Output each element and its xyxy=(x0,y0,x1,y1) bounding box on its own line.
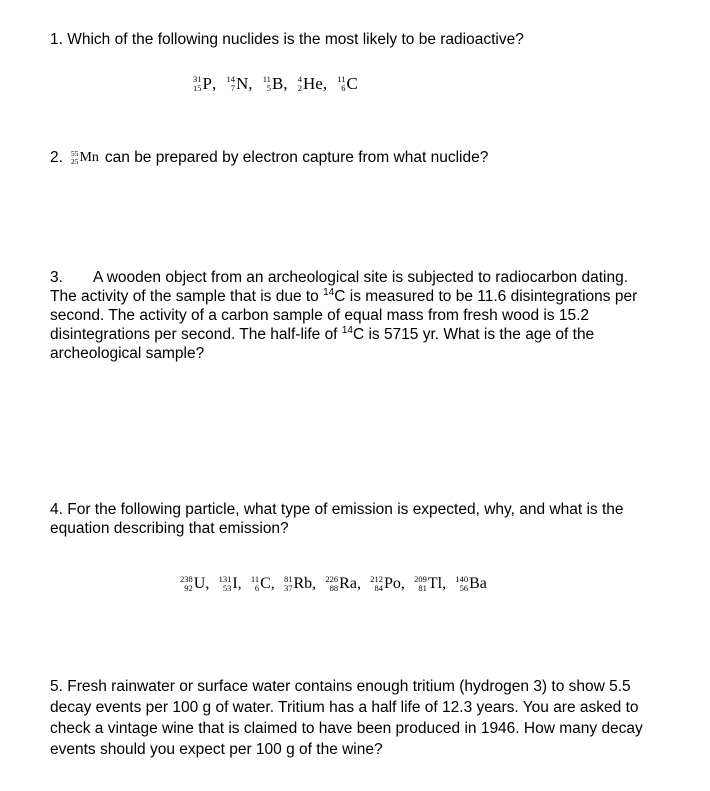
atomic-number: 84 xyxy=(374,582,383,593)
mass-number: 140 xyxy=(455,574,469,584)
element-symbol: P xyxy=(202,73,212,93)
mass-number: 81 xyxy=(284,574,293,584)
mass-number: 11 xyxy=(337,74,346,84)
nuclide-mn xyxy=(71,148,99,167)
mass-number: 11 xyxy=(250,574,260,584)
nuclide xyxy=(370,575,405,593)
question-4 xyxy=(50,500,624,538)
question-2 xyxy=(50,148,488,167)
question-3-line-5: archeological sample? xyxy=(50,345,205,362)
element-symbol: Po xyxy=(383,574,401,592)
mass-number: 11 xyxy=(262,74,271,84)
nuclide xyxy=(414,575,446,593)
nuclide xyxy=(193,74,216,94)
question-3-line-4a: disintegrations per second. The half-life of xyxy=(50,326,342,343)
question-5-line-1: 5. Fresh rainwater or surface water contains enough tritium (hydrogen 3) to show 5.5 xyxy=(50,678,631,695)
atomic-number: 56 xyxy=(459,582,469,593)
question-4-nuclide-list xyxy=(180,567,492,593)
element-symbol: Rb xyxy=(293,574,313,592)
mass-number: 131 xyxy=(218,574,232,584)
mass-number: 14 xyxy=(226,74,235,84)
atomic-number: 37 xyxy=(284,582,293,593)
atomic-number: 6 xyxy=(341,82,346,93)
question-number: 2. xyxy=(50,149,63,166)
element-symbol: Tl xyxy=(427,574,443,592)
question-5-line-3: check a vintage wine that is claimed to have been produced in 1946. How many decay xyxy=(50,720,643,737)
question-4-line-2: equation describing that emission? xyxy=(50,520,289,537)
separator: , xyxy=(400,574,405,592)
atomic-number: 25 xyxy=(70,156,79,166)
nuclide xyxy=(298,74,327,94)
superscript-14: 14 xyxy=(341,324,353,336)
nuclide xyxy=(455,575,487,593)
separator: , xyxy=(442,574,447,592)
question-5-line-4: events should you expect per 100 g of the wine? xyxy=(50,741,383,758)
element-symbol: I xyxy=(232,574,238,592)
mass-number: 4 xyxy=(297,74,303,84)
nuclide xyxy=(284,575,316,593)
element-symbol: U xyxy=(193,574,206,592)
question-3-line-1: A wooden object from an archeological site is subjected to radiocarbon dating. xyxy=(92,269,629,286)
nuclide xyxy=(219,575,242,593)
atomic-number: 5 xyxy=(266,82,271,93)
superscript-14: 14 xyxy=(323,286,335,298)
separator: , xyxy=(270,574,275,592)
element-symbol: Mn xyxy=(79,150,99,165)
question-1-text: 1. Which of the following nuclides is the most likely to be radioactive? xyxy=(50,31,524,48)
atomic-number: 81 xyxy=(418,582,427,593)
atomic-number: 53 xyxy=(222,582,232,593)
nuclide xyxy=(226,74,252,94)
separator: , xyxy=(283,73,288,93)
element-symbol: N xyxy=(235,73,249,93)
atomic-number: 15 xyxy=(193,82,202,93)
separator: , xyxy=(312,574,317,592)
separator: , xyxy=(356,574,361,592)
mass-number: 55 xyxy=(70,149,79,158)
question-3-line-2a: The activity of the sample that is due to xyxy=(50,288,324,305)
element-symbol: C xyxy=(260,574,271,592)
question-3-line-4b: C is 5715 yr. What is the age of the xyxy=(352,326,595,343)
atomic-number: 92 xyxy=(184,582,193,593)
question-2-text: can be prepared by electron capture from what nuclide? xyxy=(104,149,489,166)
element-symbol: Ra xyxy=(339,574,357,592)
question-3 xyxy=(50,268,690,363)
mass-number: 31 xyxy=(193,74,202,84)
question-1-nuclide-list xyxy=(193,67,364,94)
question-3-line-3: second. The activity of a carbon sample of equal mass from fresh wood is 15.2 xyxy=(50,307,590,324)
question-4-line-1: 4. For the following particle, what type of emission is expected, why, and what is the xyxy=(50,501,624,518)
mass-number: 212 xyxy=(370,574,383,584)
nuclide xyxy=(180,575,209,593)
nuclide xyxy=(325,575,361,593)
nuclide xyxy=(337,74,358,94)
separator: , xyxy=(205,574,210,592)
question-5-line-2: decay events per 100 g of water. Tritium has a half life of 12.3 years. You are asked to xyxy=(50,699,639,716)
separator: , xyxy=(322,73,328,93)
nuclide xyxy=(263,74,288,94)
mass-number: 209 xyxy=(414,574,427,584)
separator: , xyxy=(248,73,253,93)
question-5 xyxy=(50,676,643,760)
element-symbol: He xyxy=(303,73,323,93)
element-symbol: C xyxy=(346,73,358,93)
nuclide xyxy=(251,575,275,593)
separator: , xyxy=(211,73,217,93)
question-number: 3. xyxy=(50,269,63,286)
mass-number: 226 xyxy=(325,574,339,584)
element-symbol: B xyxy=(271,73,284,93)
atomic-number: 7 xyxy=(230,82,235,93)
separator: , xyxy=(237,574,242,592)
atomic-number: 6 xyxy=(254,582,260,593)
mass-number: 238 xyxy=(180,574,193,584)
question-3-line-2b: C is measured to be 11.6 disintegrations per xyxy=(334,288,638,305)
atomic-number: 88 xyxy=(329,582,339,593)
atomic-number: 2 xyxy=(297,82,303,93)
element-symbol: Ba xyxy=(469,574,487,592)
